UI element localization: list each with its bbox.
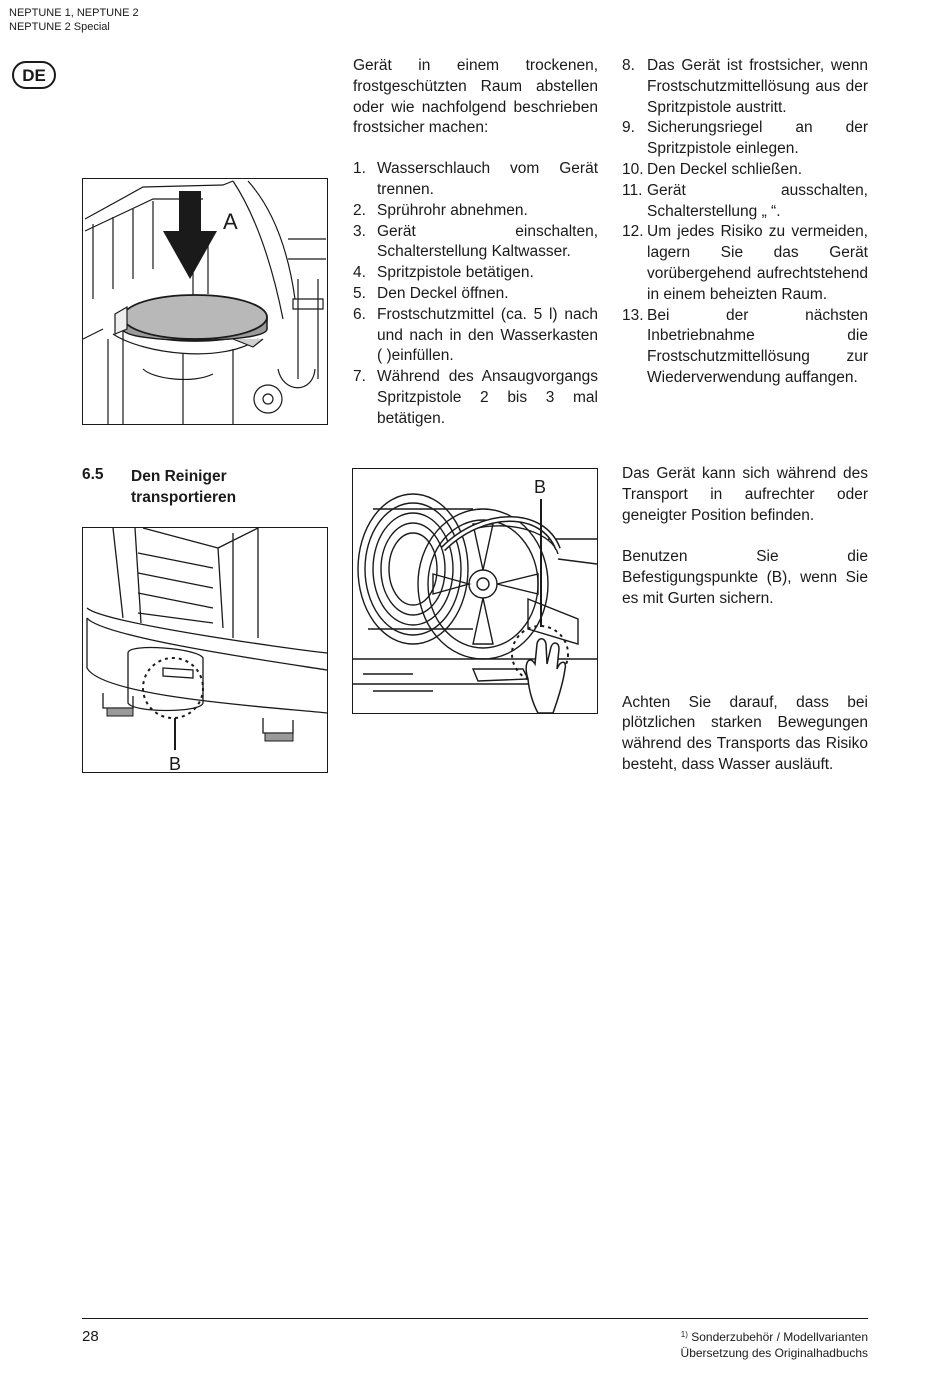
frost-step: 9. Sicherungsriegel an der Spritzpistole einlegen. bbox=[622, 119, 868, 158]
frost-step: 5. Den Deckel öffnen. bbox=[353, 284, 509, 302]
transport-para-2: Benutzen Sie die Befestigungspunkte (B), wenn Sie es mit Gurten sichern. bbox=[622, 548, 868, 607]
figure-label-a: A bbox=[223, 209, 238, 234]
frost-column-right bbox=[622, 56, 868, 389]
frost-step: 10. Den Deckel schließen. bbox=[622, 160, 803, 178]
frost-intro: Gerät in einem trockenen, frostgeschützten Raum abstellen oder wie nachfolgend beschrieben frostsicher machen: bbox=[353, 57, 598, 137]
frost-step: 2. Sprührohr abnehmen. bbox=[353, 201, 528, 219]
hose-reel-illustration bbox=[353, 469, 597, 713]
footnote bbox=[681, 1327, 868, 1361]
page-number: 28 bbox=[82, 1328, 99, 1345]
hand-icon bbox=[526, 639, 565, 713]
frost-step: 7. Während des Ansaugvorgangs Spritzpistole 2 bis 3 mal betätigen. bbox=[353, 368, 598, 427]
fastening-point-base-illustration bbox=[83, 528, 327, 772]
frost-step: 4. Spritzpistole betätigen. bbox=[353, 264, 534, 282]
frost-column-middle bbox=[353, 56, 598, 430]
frost-step: 1. Wasserschlauch vom Gerät trennen. bbox=[353, 160, 598, 198]
down-arrow-icon bbox=[163, 191, 217, 279]
figure-fastening-point-reel bbox=[352, 468, 598, 714]
fastening-point-marker bbox=[143, 658, 203, 718]
frost-steps-list-1 bbox=[353, 159, 598, 429]
frost-step: 12. Um jedes Risiko zu vermeiden, lagern Sie das Gerät vorübergehend aufrechtstehend in einem beheizten Raum. bbox=[622, 223, 868, 303]
model-name-line1: NEPTUNE 1, NEPTUNE 2 bbox=[9, 7, 139, 19]
language-badge: DE bbox=[12, 61, 56, 89]
figure-water-tank-lid bbox=[82, 178, 328, 425]
model-name-line2: NEPTUNE 2 Special bbox=[9, 21, 110, 33]
frost-step: 13. Bei der nächsten Inbetriebnahme die Frostschutzmittellösung zur Wiederverwendung auffangen. bbox=[622, 306, 868, 386]
page-header bbox=[9, 6, 139, 34]
frost-step: 11. Gerät ausschalten, Schalterstellung „ “. bbox=[622, 181, 868, 220]
footnote-text: Sonderzubehör / Modellvarianten bbox=[691, 1330, 868, 1344]
frost-steps-list-2 bbox=[622, 56, 868, 389]
frost-step: 3. Gerät einschalten, Schalterstellung Kaltwasser. bbox=[353, 222, 598, 261]
frost-step: 8. Das Gerät ist frostsicher, wenn Frostschutzmittellösung aus der Spritzpistole austritt. bbox=[622, 57, 868, 116]
transport-para-1: Das Gerät kann sich während des Transport in aufrechter oder geneigter Position befinden. bbox=[622, 465, 868, 524]
figure-label-b-left: B bbox=[169, 754, 182, 772]
section-number: 6.5 bbox=[82, 466, 104, 483]
translation-note: Übersetzung des Originalhadbuchs bbox=[680, 1346, 868, 1360]
footer-divider bbox=[82, 1318, 868, 1319]
water-tank-illustration bbox=[83, 179, 327, 424]
section-title: Den Reiniger transportieren bbox=[131, 468, 237, 506]
transport-para-3: Achten Sie darauf, dass bei plötzlichen starken Bewegungen während des Transports das Risiko besteht, dass Wasser ausläuft. bbox=[622, 693, 868, 773]
transport-column bbox=[622, 464, 868, 776]
figure-label-b-right: B bbox=[534, 477, 547, 497]
footnote-mark: 1) bbox=[680, 1330, 688, 1339]
figure-fastening-point-base bbox=[82, 527, 328, 773]
frost-step: 6. Frostschutzmittel (ca. 5 l) nach und nach in den Wasserkasten ( )einfüllen. bbox=[353, 305, 598, 365]
